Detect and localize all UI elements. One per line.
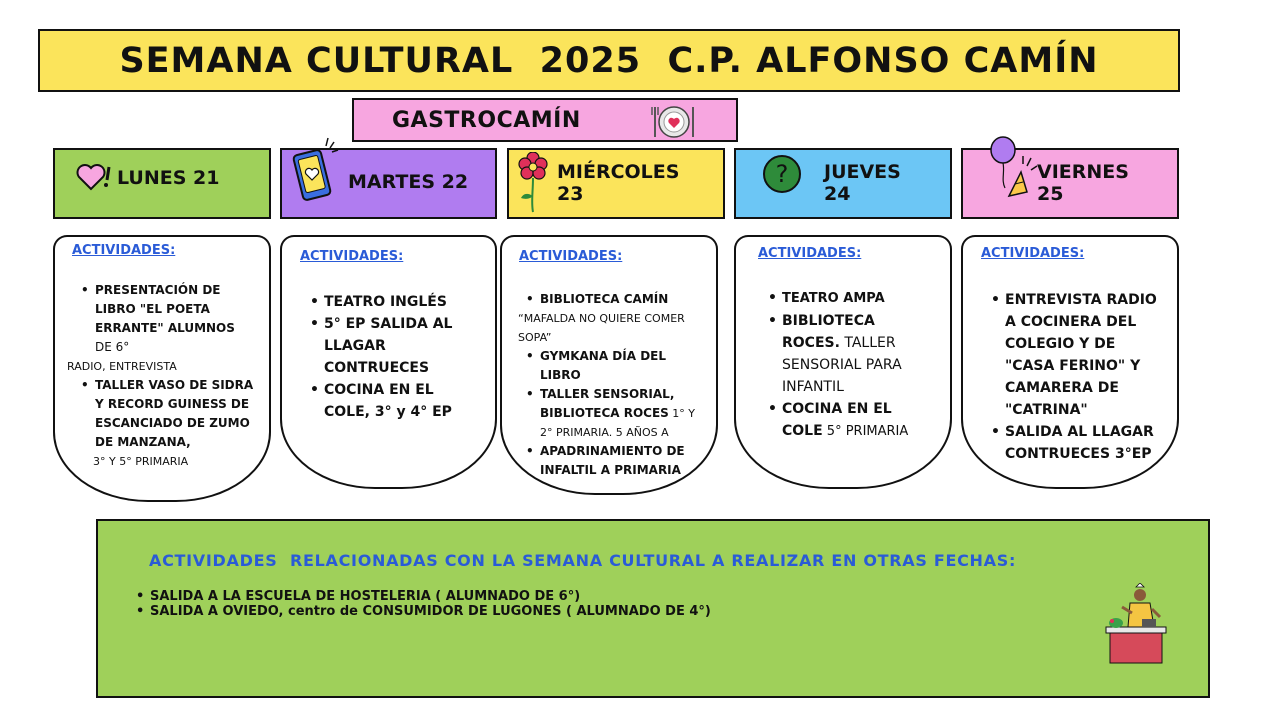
list-item: • COCINA EN EL COLE, 3° y 4° EP [308,379,478,423]
day-label-friday: VIERNES 25 [1037,161,1129,205]
list-item: • TEATRO AMPA [766,287,936,310]
heart-icon [75,162,115,192]
other-activities-list [136,589,711,619]
other-activities-box [96,519,1210,698]
activities-heading: ACTIVIDADES: [758,246,862,261]
list-item: • PRESENTACIÓN DE LIBRO "EL POETA ERRANTE" ALUMNOS [79,281,259,338]
list-item: • APADRINAMIENTO DE INFALTIL A PRIMARIA [524,442,700,480]
activities-heading: ACTIVIDADES: [72,243,176,258]
list-item: • SALIDA A LA ESCUELA DE HOSTELERIA ( ALUMNADO DE 6°) [136,589,711,604]
activities-card-thursday [734,235,952,489]
subtitle-banner [352,98,738,142]
activities-heading: ACTIVIDADES: [300,249,404,264]
balloon-party-icon [987,136,1039,204]
page-title: SEMANA CULTURAL 2025 C.P. ALFONSO CAMÍN [119,40,1099,81]
list-item: • BIBLIOTECA CAMÍN [524,290,700,309]
activities-heading: ACTIVIDADES: [519,249,623,264]
day-header-thursday [734,148,952,219]
list-item: • TALLER VASO DE SIDRA Y RECORD GUINESS DE ESCANCIADO DE ZUMO DE MANZANA, [79,376,259,452]
subtitle: GASTROCAMÍN [392,108,581,133]
activities-card-monday [53,235,271,502]
day-header-wednesday [507,148,725,219]
list-item: • SALIDA A OVIEDO, centro de CONSUMIDOR DE LUGONES ( ALUMNADO DE 4°) [136,604,711,619]
list-item: • GYMKANA DÍA DEL LIBRO [524,347,700,385]
list-item: • SALIDA AL LLAGAR CONTRUECES 3°EP [989,421,1161,465]
activities-card-friday [961,235,1179,489]
day-header-tuesday [280,148,497,219]
list-item: DE 6° [95,340,130,354]
flower-icon [517,152,549,214]
svg-text:?: ? [775,160,789,188]
day-header-monday [53,148,271,219]
day-label-monday: LUNES 21 [117,167,220,189]
list-item: 3° Y 5° PRIMARIA [93,455,189,468]
day-header-friday [961,148,1179,219]
chef-icon [1102,583,1172,665]
day-label-thursday: JUEVES 24 [824,161,901,205]
other-activities-heading: ACTIVIDADES RELACIONADAS CON LA SEMANA CULTURAL A REALIZAR EN OTRAS FECHAS: [149,551,1017,570]
list-item: • ENTREVISTA RADIO A COCINERA DEL COLEGIO Y DE "CASA FERINO" Y CAMARERA DE "CATRINA" [989,289,1161,421]
question-icon [762,154,802,194]
day-label-tuesday: MARTES 22 [348,171,469,193]
plate-heart-icon [650,101,698,141]
activities-heading: ACTIVIDADES: [981,246,1085,261]
title-banner [38,29,1180,92]
list-item: • COCINA EN EL COLE 5° PRIMARIA [766,398,936,443]
day-label-wednesday: MIÉRCOLES 23 [557,161,680,205]
list-item: “MAFALDA NO QUIERE COMER SOPA” [518,312,685,344]
list-item: • BIBLIOTECA ROCES. TALLER SENSORIAL PARA INFANTIL [766,310,936,398]
activities-card-tuesday [280,235,497,489]
phone-heart-icon [292,136,340,206]
activities-card-wednesday [500,235,718,495]
list-item: • TALLER SENSORIAL, BIBLIOTECA ROCES 1° Y 2° PRIMARIA. 5 AÑOS A [524,385,700,442]
list-item: • TEATRO INGLÉS [308,291,478,313]
list-item: RADIO, ENTREVISTA [67,360,177,373]
list-item: • 5° EP SALIDA AL LLAGAR CONTRUECES [308,313,478,379]
